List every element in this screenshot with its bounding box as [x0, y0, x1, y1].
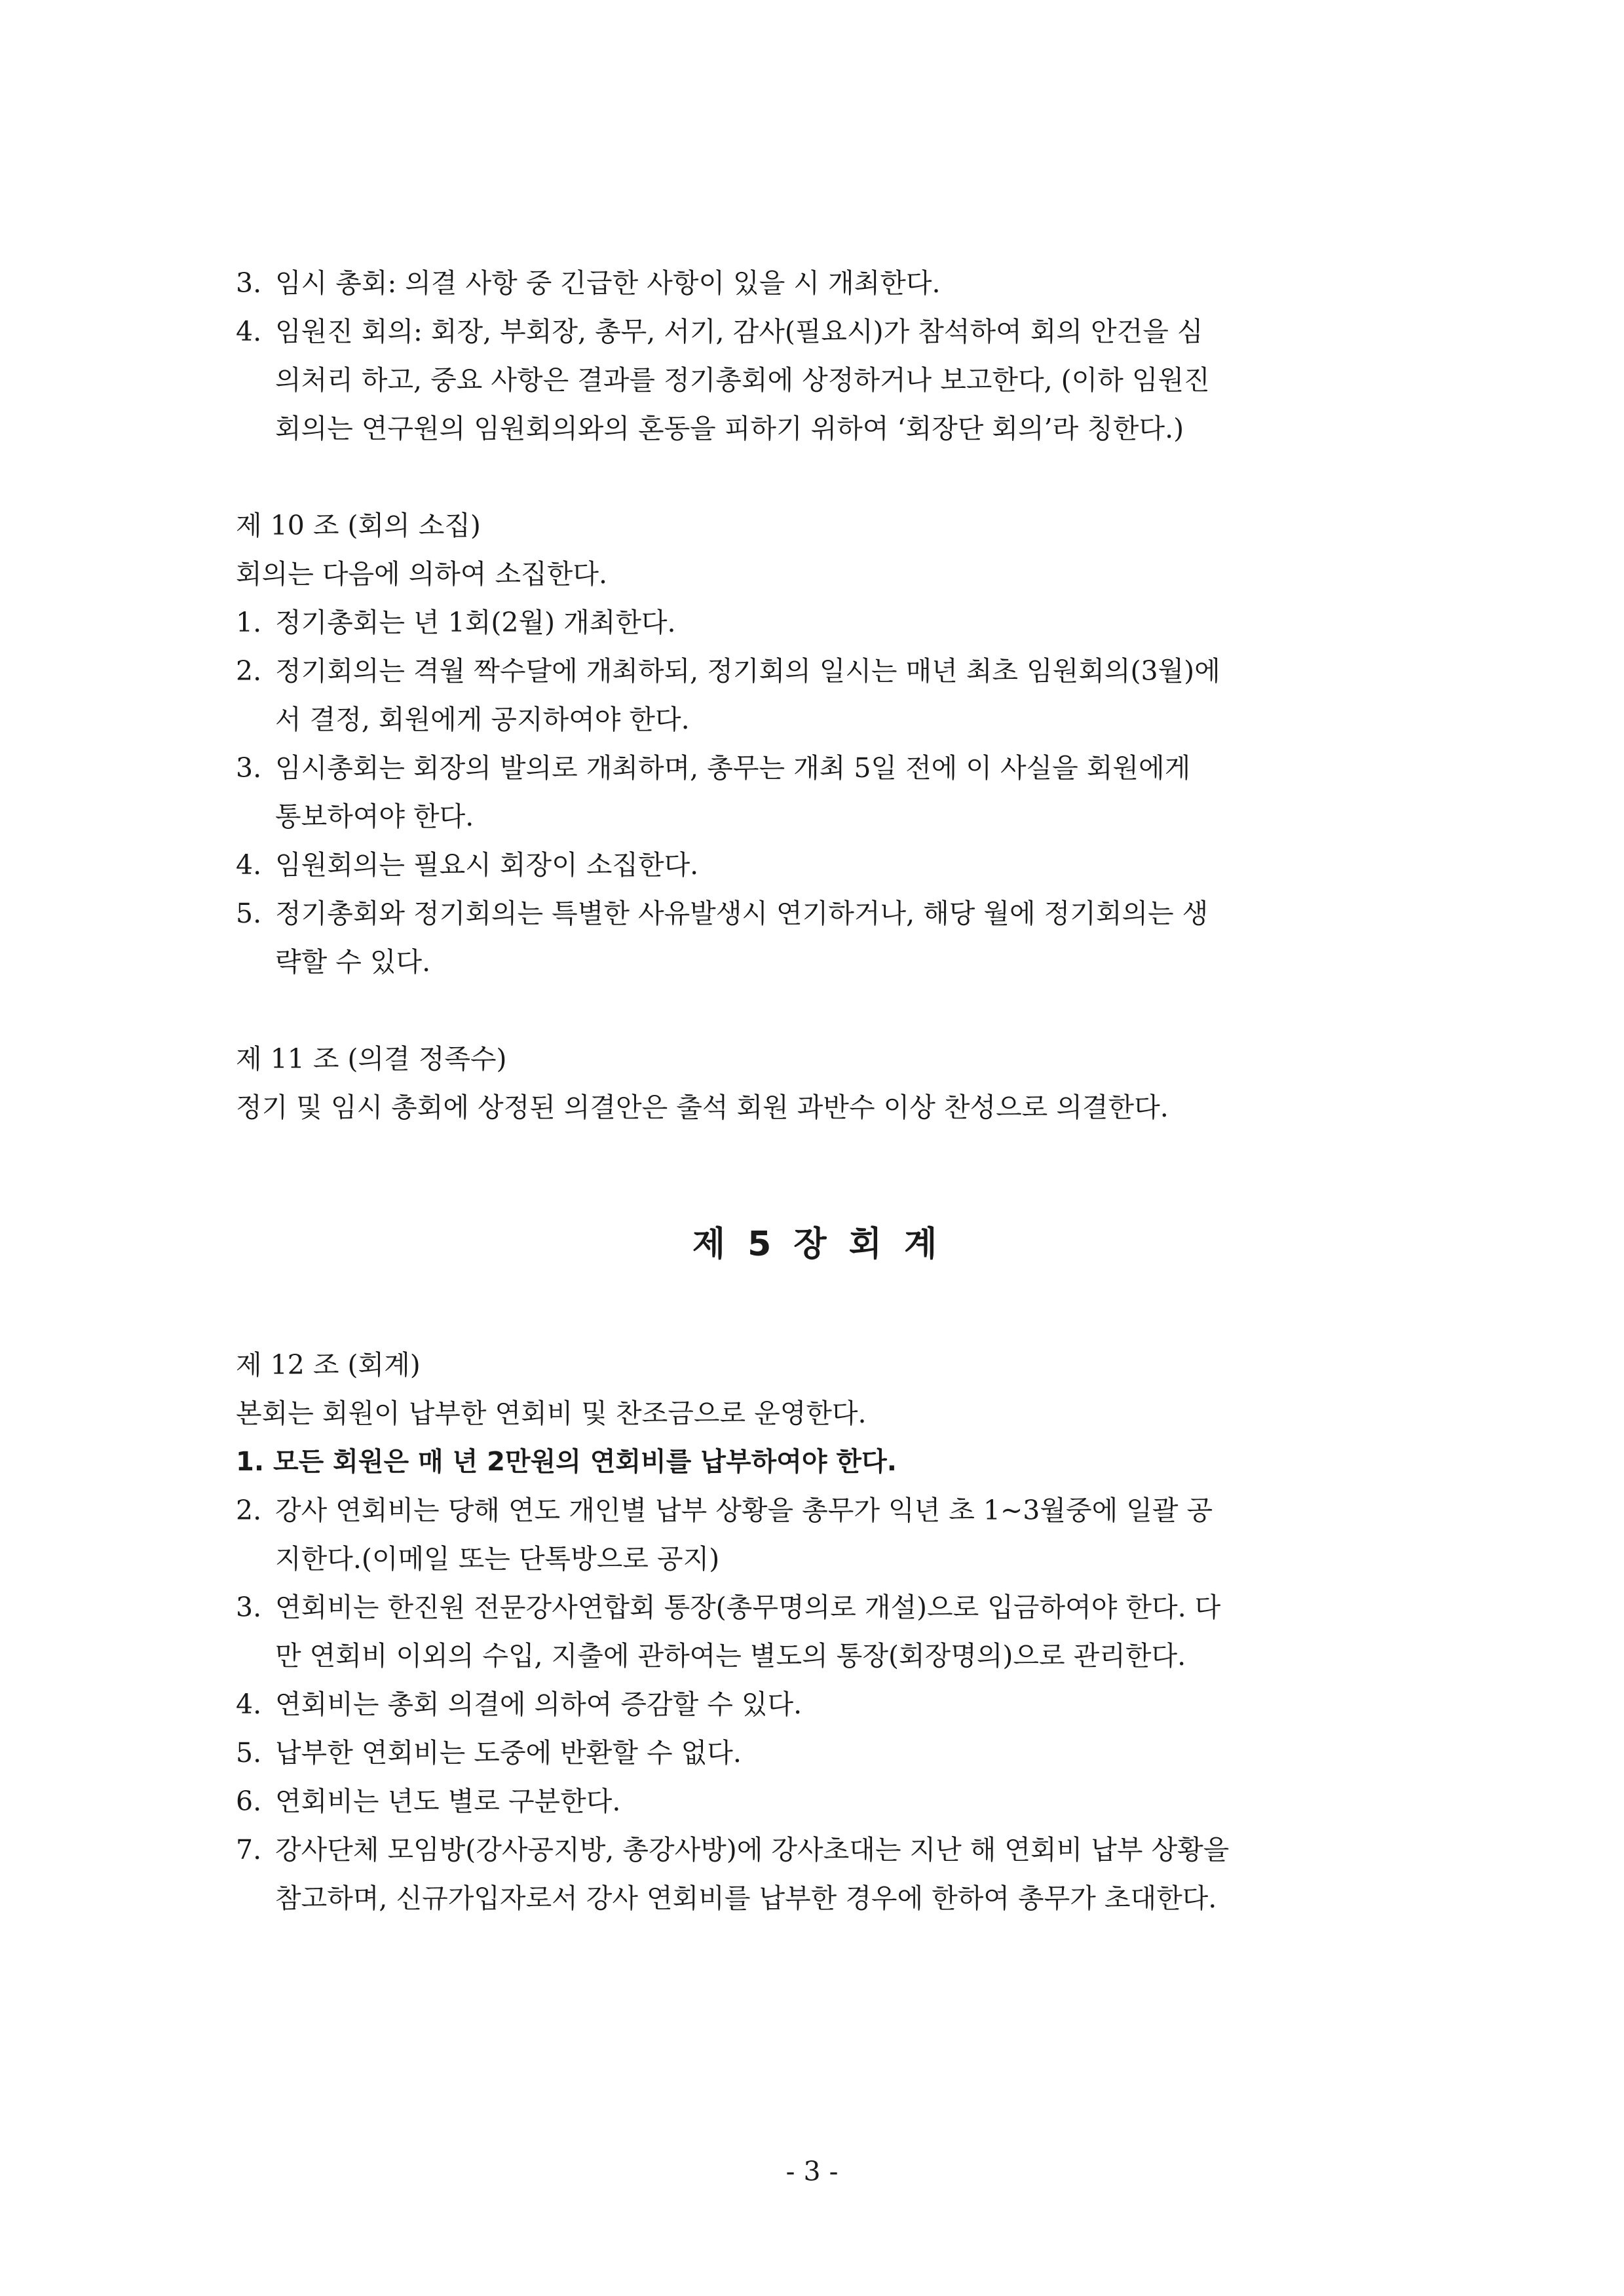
article-heading: 제 12 조 (회계)	[236, 1349, 421, 1381]
article-intro: 회의는 다음에 의하여 소집한다.	[236, 558, 608, 590]
spacer	[236, 453, 1399, 501]
item-number: 5.	[236, 898, 262, 929]
item-text: 정기총회와 정기회의는 특별한 사유발생시 연기하거나, 해당 월에 정기회의는 생	[275, 898, 1209, 929]
list-item	[236, 1777, 1399, 1826]
item-number: 3.	[236, 1592, 262, 1623]
list-item	[236, 1826, 1399, 1923]
list-item	[236, 889, 1399, 986]
item-number: 4.	[236, 1689, 262, 1720]
item-text: 만 연회비 이외의 수입, 지출에 관하여는 별도의 통장(회장명의)으로 관리한다.	[275, 1640, 1186, 1672]
list-item	[236, 744, 1399, 841]
item-text: 연회비는 년도 별로 구분한다.	[275, 1786, 621, 1817]
list-item	[236, 307, 1399, 453]
article-heading: 제 10 조 (회의 소집)	[236, 510, 481, 541]
item-text: 납부한 연회비는 도중에 반환할 수 없다.	[275, 1737, 742, 1769]
list-item	[236, 598, 1399, 647]
list-item	[236, 1680, 1399, 1729]
item-text: 지한다.(이메일 또는 단톡방으로 공지)	[275, 1543, 720, 1575]
list-item	[236, 1583, 1399, 1680]
item-text: 강사 연회비는 당해 연도 개인별 납부 상황을 총무가 익년 초 1~3월중에 일괄 공	[275, 1495, 1213, 1526]
item-number: 3.	[236, 752, 262, 784]
item-number: 5.	[236, 1737, 262, 1769]
item-number: 2.	[236, 1495, 262, 1526]
page-number: - 3 -	[785, 2156, 839, 2187]
chapter-title: 제 5 장 회 계	[692, 1225, 943, 1264]
list-item	[236, 841, 1399, 889]
list-item	[236, 259, 1399, 307]
item-number: 7.	[236, 1834, 262, 1866]
article-12	[236, 1341, 1399, 1923]
item-text: 의처리 하고, 중요 사항은 결과를 정기총회에 상정하거나 보고한다, (이하 임원진	[275, 364, 1210, 396]
item-number: 4.	[236, 316, 262, 347]
item-number: 2.	[236, 655, 262, 687]
page-content	[236, 259, 1399, 1923]
item-text: 회의는 연구원의 임원회의와의 혼동을 피하기 위하여 ‘회장단 회의’라 칭한다.)	[275, 413, 1184, 444]
item-text: 서 결정, 회원에게 공지하여야 한다.	[275, 704, 690, 735]
bold-list-item: 1. 모든 회원은 매 년 2만원의 연회비를 납부하여야 한다.	[236, 1447, 897, 1477]
article-heading: 제 11 조 (의결 정족수)	[236, 1043, 507, 1075]
article-body: 정기 및 임시 총회에 상정된 의결안은 출석 회원 과반수 이상 찬성으로 의결한다.	[236, 1092, 1169, 1123]
item-text: 임원회의는 필요시 회장이 소집한다.	[275, 849, 699, 881]
item-number: 6.	[236, 1786, 262, 1817]
list-item	[236, 647, 1399, 744]
item-text: 임원진 회의: 회장, 부회장, 총무, 서기, 감사(필요시)가 참석하여 회의 안건을 심	[275, 316, 1203, 347]
item-number: 1.	[236, 607, 262, 638]
article-11	[236, 1035, 1399, 1132]
item-text: 참고하며, 신규가입자로서 강사 연회비를 납부한 경우에 한하여 총무가 초대한다.	[275, 1883, 1217, 1914]
item-text: 임시총회는 회장의 발의로 개최하며, 총무는 개최 5일 전에 이 사실을 회원에게	[275, 752, 1191, 784]
item-number: 4.	[236, 849, 262, 881]
spacer	[236, 986, 1399, 1035]
item-text: 연회비는 총회 의결에 의하여 증감할 수 있다.	[275, 1689, 803, 1720]
item-text: 임시 총회: 의결 사항 중 긴급한 사항이 있을 시 개최한다.	[275, 267, 941, 299]
item-text: 정기회의는 격월 짝수달에 개최하되, 정기회의 일시는 매년 최초 임원회의(3월)에	[275, 655, 1220, 687]
item-number: 3.	[236, 267, 262, 299]
item-text: 정기총회는 년 1회(2월) 개최한다.	[275, 607, 676, 638]
item-text: 통보하여야 한다.	[275, 801, 474, 832]
list-item	[236, 1486, 1399, 1583]
item-text: 략할 수 있다.	[275, 946, 431, 978]
list-item	[236, 1729, 1399, 1777]
article-10	[236, 501, 1399, 986]
item-text: 강사단체 모임방(강사공지방, 총강사방)에 강사초대는 지난 해 연회비 납부 상황을	[275, 1834, 1230, 1866]
article-intro: 본회는 회원이 납부한 연회비 및 찬조금으로 운영한다.	[236, 1398, 867, 1429]
item-text: 연회비는 한진원 전문강사연합회 통장(총무명의로 개설)으로 입금하여야 한다. 다	[275, 1592, 1221, 1623]
